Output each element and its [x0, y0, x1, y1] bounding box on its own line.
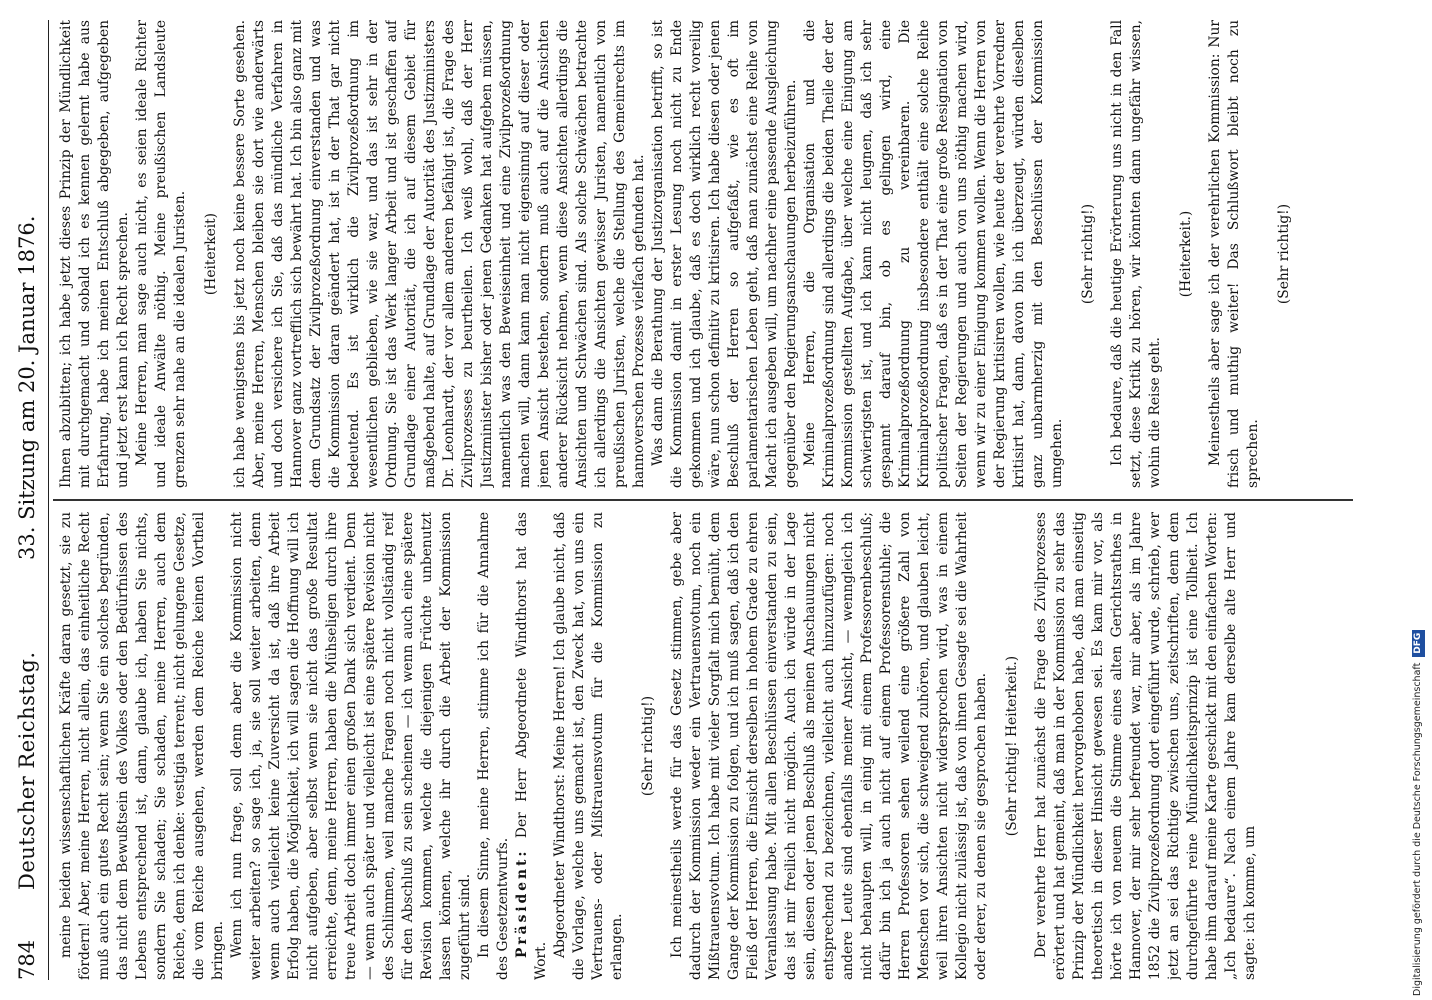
paragraph: Meine Herren, die Organisation und die Kriminalprozeßordnung sind allerdings die beiden Theile der der Kommission gestellten Aufgabe, über welche eine Einigung am schwierigsten ist, und ich kann nicht leugnen, daß ich sehr gespannt darauf bin, ob es gelingen wird, eine Kriminalprozeßordnung zu vereinbaren. Die Kriminalprozeßordnung insbesondere enthält eine solche Reihe politischer Fragen, daß es in der That eine große Resignation von Seiten der Regierungen und auch von uns nöthig machen wird, wenn wir zu einer Einigung kommen wollen. Wenn die Herren von der Regierung kritisiren wollen, wie heute der verehrte Vorredner kritisirt hat, dann, davon bin ich überzeugt, würden dieselben ganz unbarmherzig mit den Beschlüssen der Kommission umgehen.: [802, 20, 1065, 488]
running-head: [6, 20, 49, 980]
paragraph: ich habe wenigstens bis jetzt noch keine bessere Sorte gesehen. Aber, meine Herren, Menschen bleiben sie dort wie anderwärts und doch versichere ich Sie, daß das mündliche Verfahren in Hannover ganz vortrefflich sich bewährt hat. Ich bin also ganz mit dem Grundsatz der Zivilprozeßordnung einverstanden und was die Kommission daran geändert hat, ist in der That gar nicht bedeutend. Es ist wirklich die Zivilprozeßordnung im wesentlichen geblieben, wie sie war, und das ist sehr in der Ordnung. Sie ist das Werk langer Arbeit und ist geschaffen auf Grundlage einer Autorität, die ich auf diesem Gebiet für maßgebend halte, auf Grundlage der Autorität des Justizministers Dr. Leonhardt, der vor allem anderen befähigt ist, die Frage des Zivilprozesses zu beurtheilen. Ich weiß wohl, daß der Herr Justizminister bisher oder jenen Gedanken hat aufgeben müssen, namentlich was den Beweiseinheit und eine Zivilprozeßordnung machen will, dann kann man nicht eigensinnig auf dieser oder jenen Ansicht bestehen, sondern muß auch auf die Ansichten anderer Rücksicht nehmen, wenn diese Ansichten allerdings die Ansichten und Schwächen sind. Als solche Schwächen betrachte ich allerdings die Ansichten gewisser Juristen, namentlich von preußischen Juristen, welche die Stellung des Gemeinrechts im hannoverschen Prozesse vielfach gefunden hat.: [232, 20, 647, 488]
page-number: 784: [15, 939, 39, 980]
digitization-note: Digitalisierung gefördert durch die Deutsche Forschungsgemeinschaft: [1412, 662, 1423, 996]
right-column: [57, 20, 1357, 488]
paragraph: Meine Herren, man sage auch nicht, es seien ideale Richter und ideale Anwälte nöthig. Meine preußischen Landsleute grenzen sehr nahe an die idealen Juristen.: [134, 20, 188, 488]
paragraph: Was dann die Berathung der Justizorganisation betrifft, so ist die Kommission damit in erster Lesung noch nicht zu Ende gekommen und ich glaube, daß es doch wirklich recht voreilig wäre, nun schon definitiv zu kritisiren. Ich habe diesen oder jenen Beschluß der Herren so aufgefaßt, wie es oft im parlamentarischen Leben geht, daß man zunächst eine Reihe von Macht ich ausgeben will, um nachher eine passende Ausgleichung gegenüber den Regierungsanschauungen herbeizuführen.: [650, 20, 799, 488]
audience-reaction: (Sehr richtig! Heiterkeit.): [1004, 655, 1020, 837]
audience-reaction: (Heiterkeit): [203, 212, 219, 296]
digitization-credit: [1409, 6, 1427, 996]
speaker-text: Meine Herren! Ich glaube nicht, daß die Vorlage, welche uns gemacht ist, den Zweck hat, von uns ein Vertrauens- oder Mißtrauensvotum für die Kommission zu erlangen.: [552, 512, 625, 980]
dfg-logo: DFG: [1412, 630, 1425, 657]
column-divider: [53, 500, 1353, 502]
speaker-statement: [551, 512, 627, 980]
paragraph: Meinestheils aber sage ich der verehrlichen Kommission: Nur frisch und muthig weiter! Das Schlußwort bleibt noch zu sprechen.: [1207, 20, 1261, 488]
left-column: [57, 512, 1357, 980]
digitization-credit-text: [1409, 6, 1427, 996]
audience-reaction: (Sehr richtig!): [1080, 203, 1096, 305]
president-label: Präsident:: [514, 848, 530, 958]
paragraph: Ihnen abzubitten; ich habe jetzt dieses Prinzip der Mündlichkeit mit durchgemacht und sobald ich es kennen gelernt habe aus Erfahrung, habe ich meinen Entschluß abgegeben, aufgegeben und jetzt erst kann ich Recht sprechen.: [58, 20, 131, 488]
president-text: Der Herr Abgeordnete Windthorst hat das Wort.: [514, 512, 549, 980]
two-column-body: [49, 20, 1359, 980]
paragraph: meine beiden wissenschaftlichen Kräfte daran gesetzt, sie zu fördern! Aber, meine Herren, nicht allein, das einheitliche Recht muß auch ein gutes Recht sein; wenn Sie ein solches begründen, das nicht dem Bewußtsein des Volkes oder den Bedürfnissen des Lebens entsprechend ist, dann, glaube ich, haben Sie nichts, sondern Sie schaden; Sie schaden, meine Herren, auch dem Reiche, denn ich denke: vestigia terrent; nicht gelungene Gesetze, die vom Reiche ausgehen, werden dem Reiche keinen Vortheil bringen.: [58, 512, 226, 980]
paragraph: Der verehrte Herr hat zunächst die Frage des Zivilprozesses erörtert und hat gemeint, daß man in der Kommission zu sehr das Prinzip der Mündlichkeit hervorgehoben habe, daß man einseitig theoretisch in dieser Hinsicht gewesen sei. Es kam mir vor, als hörte ich von neuem die Stimme eines alten Gerichtsrathes in Hannover, der mir sehr befreundet war, mir aber, als im Jahre 1852 die Zivilprozeßordnung dort eingeführt wurde, schrieb, wer jetzt an sei das Richtige zwischen uns, zeitschriften, denn dem durchgeführte reine Mündlichkeitsprinzip ist eine Tollheit. Ich habe ihm darauf meine Karte geschickt mit den einfachen Worten: „Ich bedaure“. Nach einem Jahre kam derselbe alte Herr und sagte: ich komme, um: [1033, 512, 1258, 980]
paragraph: Wenn ich nun frage, soll denn aber die Kommission nicht weiter arbeiten? so sage ich, ja, sie soll weiter arbeiten, denn wenn auch vielleicht keine Zuversicht da ist, daß ihre Arbeit Erfolg haben, die Möglichkeit, ich will sagen die Hoffnung will ich nicht aufgeben, aber selbst wenn sie nicht das große Resultat erreichte, denn, meine Herren, haben die Mühseligen durch ihre treue Arbeit doch immer einen großen Dank sich verdient. Denn — wenn auch später und vielleicht ist eine spätere Revision nicht des Schlimmen, weil manche Fragen noch nicht vollständig reif für den Abschluß zu sein scheinen — ich wenn auch eine spätere Revision kommen, welche die diejenigen Früchte unbenutzt lassen können, welche ihr durch die Arbeit der Kommission zugeführt sind.: [229, 512, 473, 980]
president-statement: [513, 512, 551, 980]
journal-title: Deutscher Reichstag.: [15, 651, 39, 890]
speaker-label: Abgeordneter Windthorst:: [552, 773, 568, 958]
audience-reaction: (Sehr richtig!): [1276, 203, 1292, 305]
audience-reaction: (Heiterkeit.): [1178, 210, 1194, 298]
paragraph: In diesem Sinne, meine Herren, stimme ich für die Annahme des Gesetzentwurfs.: [476, 512, 511, 980]
paragraph: Ich meinestheils werde für das Gesetz stimmen, gebe aber dadurch der Kommission weder ein Vertrauensvotum, noch ein Mißtrauensvotum. Ich habe mit vieler Sorgfalt mich bemüht, dem Gange der Kommission zu folgen, und ich muß sagen, daß ich den Fleiß der Herren, die Einsicht derselben in hohem Grade zu ehren Veranlassung habe. Mit allen Beschlüssen einverstanden zu sein, das ist mir freilich nicht möglich. Auch ich würde in der Lage sein, diesen oder jenen Beschluß als meinen Anschauungen nicht entsprechend zu bezeichnen, vielleicht auch hinzuzufügen: noch andere Leute sind ebenfalls meiner Ansicht, — wenngleich ich nicht behaupten will, in einig mit einem Professorenbeschluß; dafür bin ich ja auch nicht auf einem Professorenstuhle; die Herren Professoren sehen weilend eine größere Zahl von Menschen vor sich, die schweigend zuhören, und glauben leicht, weil ihren Ansichten nicht widersprochen wird, was in einem Kollegio nicht zulässig ist, daß von ihnen Gesagte sei die Wahrheit oder derer, zu denen sie gesprochen haben.: [669, 512, 989, 980]
session-title: 33. Sitzung am 20. Januar 1876.: [15, 215, 39, 560]
paragraph: Ich bedaure, daß die heutige Erörterung uns nicht in den Fall setzt, diese Kritik zu hören, wir könnten dann ungefähr wissen, wohin die Reise geht.: [1109, 20, 1163, 488]
audience-reaction: (Sehr richtig!): [640, 695, 656, 797]
